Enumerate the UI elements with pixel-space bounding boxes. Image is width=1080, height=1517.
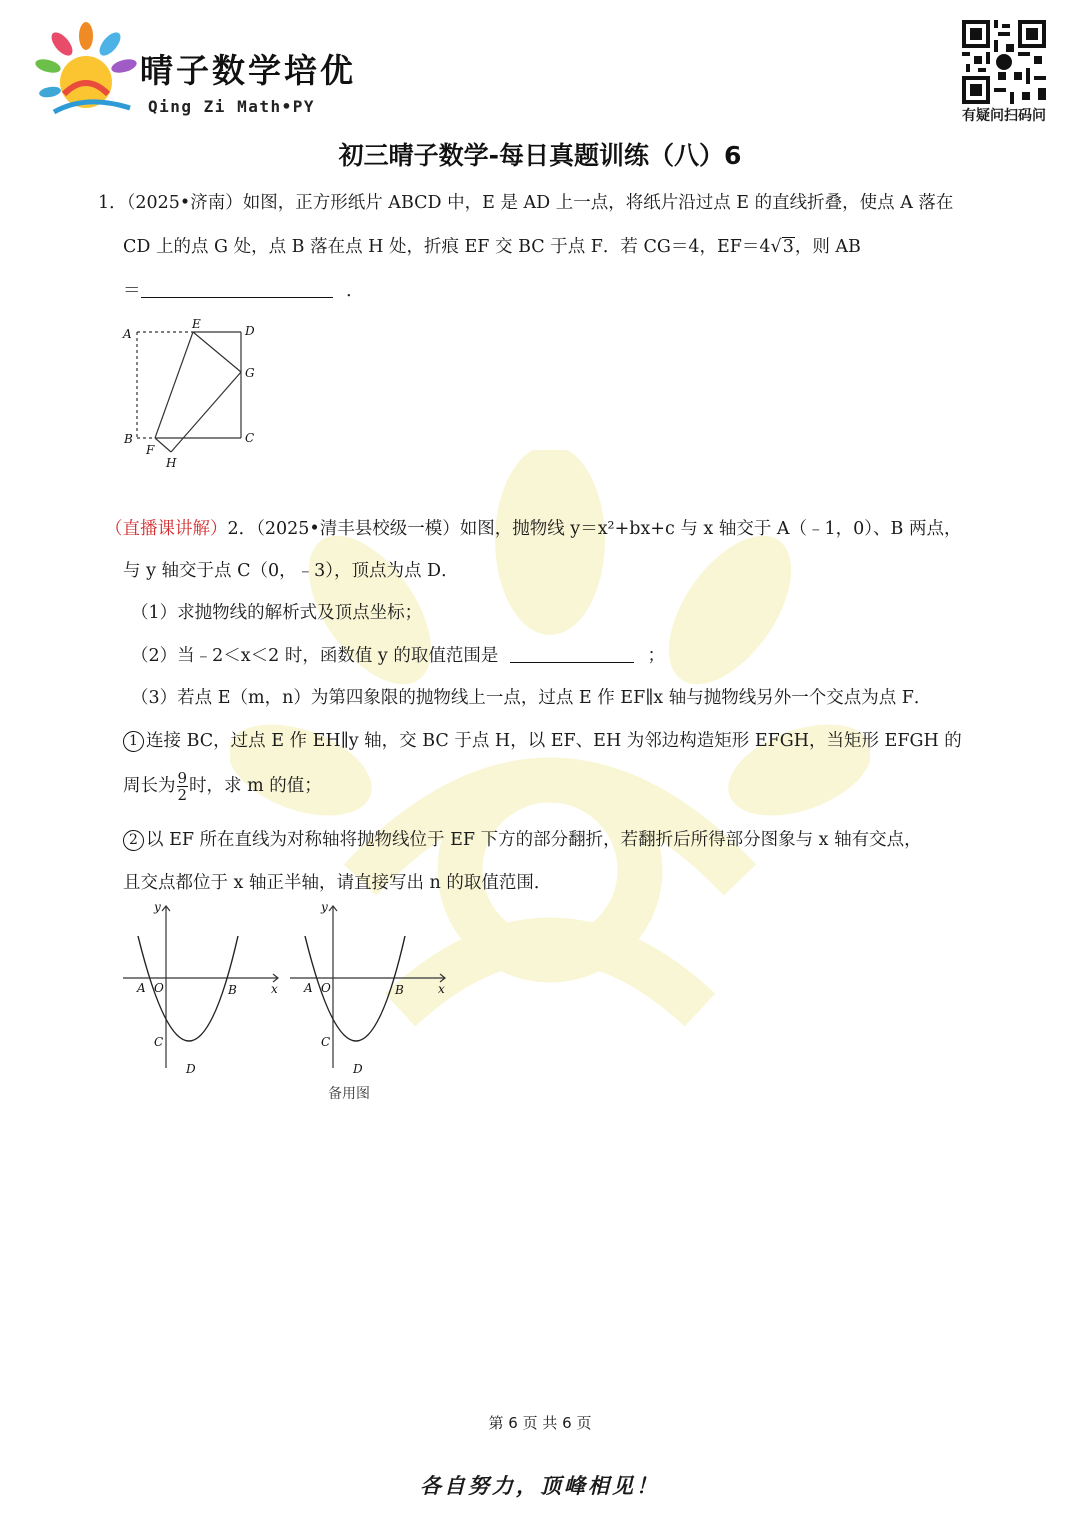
label-x: x — [271, 982, 278, 996]
q2-sub-2-line-1 — [123, 828, 922, 852]
sun-logo-icon — [30, 20, 140, 125]
q1-line-3 — [123, 279, 364, 303]
q2-sub-2-text: 以 EF 所在直线为对称轴将抛物线位于 EF 下方的部分翻折，若翻折后所得部分图象与 x 轴有交点， — [146, 830, 922, 850]
qr-code-icon — [962, 20, 1046, 104]
q1-fold-EF — [155, 332, 193, 438]
q1-label-F: F — [146, 443, 155, 457]
q2-part-2-tail: ； — [647, 646, 666, 666]
label-A: A — [137, 981, 146, 995]
q1-seg-EG — [193, 332, 241, 372]
q2-figure-backup — [285, 898, 455, 1078]
q1-answer-blank[interactable] — [141, 279, 333, 298]
label-B: B — [395, 983, 404, 997]
label-C: C — [321, 1035, 331, 1049]
label-O: O — [154, 981, 164, 995]
q1-line-2-text: CD 上的点 G 处，点 B 落在点 H 处，折痕 EF 交 BC 于点 F．若 CG＝4，EF＝4 — [123, 237, 771, 257]
brand-name-cn: 晴子数学培优 — [140, 51, 356, 90]
label-D: D — [353, 1062, 363, 1076]
q1-figure — [115, 312, 265, 477]
q1-label-G: G — [245, 366, 255, 380]
slogan: 各自努力，顶峰相见！ — [420, 1474, 660, 1498]
page-title: 初三晴子数学-每日真题训练（八）6 — [338, 141, 742, 170]
label-A: A — [304, 981, 313, 995]
q2-sub-1-line-2 — [123, 770, 322, 803]
q1-line-1: 1．（2025•济南）如图，正方形纸片 ABCD 中，E 是 AD 上一点，将纸片沿过点 E 的直线折叠，使点 A 落在 — [98, 193, 954, 213]
page-number: 第 6 页 共 6 页 — [488, 1414, 592, 1432]
q1-label-D: D — [245, 324, 255, 338]
q1-seg-GH — [171, 372, 241, 452]
q2-sub-1-tail: 时，求 m 的值； — [189, 776, 322, 796]
q1-label-C: C — [245, 431, 255, 445]
fraction-denominator: 2 — [177, 786, 188, 804]
label-O: O — [321, 981, 331, 995]
q2-figure-main — [118, 898, 288, 1078]
brand-name-en: Qing Zi Math•PY — [148, 97, 315, 116]
circled-number-2: 2 — [123, 830, 144, 851]
q1-line-2-tail: ，则 AB — [794, 237, 861, 257]
sqrt-radicand: 3 — [782, 237, 794, 257]
label-C: C — [154, 1035, 164, 1049]
q1-label-H: H — [166, 456, 177, 470]
q1-line-2 — [123, 235, 861, 259]
q2-line-2: 与 y 轴交于点 C（0，﹣3），顶点为点 D． — [123, 561, 459, 581]
q1-period: ． — [346, 281, 364, 301]
label-D: D — [186, 1062, 196, 1076]
fraction-nine-halves — [177, 770, 189, 803]
backup-figure-caption: 备用图 — [328, 1086, 370, 1102]
q2-sub-1-text: 连接 BC，过点 E 作 EH∥y 轴，交 BC 于点 H，以 EF、EH 为邻边构造矩形 EFGH，当矩形 EFGH 的 — [146, 731, 962, 751]
q1-equals: ＝ — [123, 281, 141, 301]
q2-part-3: （3）若点 E（m，n）为第四象限的抛物线上一点，过点 E 作 EF∥x 轴与抛物线另外一个交点为点 F． — [131, 688, 932, 708]
parabola-curve — [138, 936, 238, 1041]
label-B: B — [228, 983, 237, 997]
q1-label-A: A — [123, 327, 132, 341]
qr-caption: 有疑问扫码问 — [962, 108, 1046, 124]
q1-label-B: B — [124, 432, 133, 446]
q2-part-1: （1）求抛物线的解析式及顶点坐标； — [131, 603, 423, 623]
q2-line-1 — [105, 517, 961, 541]
q1-label-E: E — [192, 317, 201, 331]
label-x: x — [438, 982, 445, 996]
q2-line-1-text: 2．（2025•清丰县校级一模）如图，抛物线 y＝x²+bx+c 与 x 轴交于 A（﹣1，0）、B 两点， — [227, 519, 962, 539]
sqrt-symbol: √ — [770, 237, 782, 257]
label-y: y — [321, 900, 328, 914]
q2-part-2 — [131, 644, 665, 668]
q2-part-2-text: （2）当﹣2＜x＜2 时，函数值 y 的取值范围是 — [131, 646, 499, 666]
brand-logo — [30, 20, 370, 125]
q2-sub-1-line-1 — [123, 729, 962, 753]
parabola-curve — [305, 936, 405, 1041]
fraction-numerator: 9 — [177, 769, 188, 787]
q2-answer-blank[interactable] — [510, 644, 634, 663]
q1-seg-FH — [155, 438, 171, 452]
q2-sub-2-line-2: 且交点都位于 x 轴正半轴，请直接写出 n 的取值范围． — [123, 873, 552, 893]
live-lecture-tag: （直播课讲解） — [105, 519, 228, 539]
circled-number-1: 1 — [123, 731, 144, 752]
label-y: y — [154, 900, 161, 914]
q2-sub-1-perimeter: 周长为 — [123, 776, 176, 796]
qr-code[interactable] — [962, 20, 1046, 104]
